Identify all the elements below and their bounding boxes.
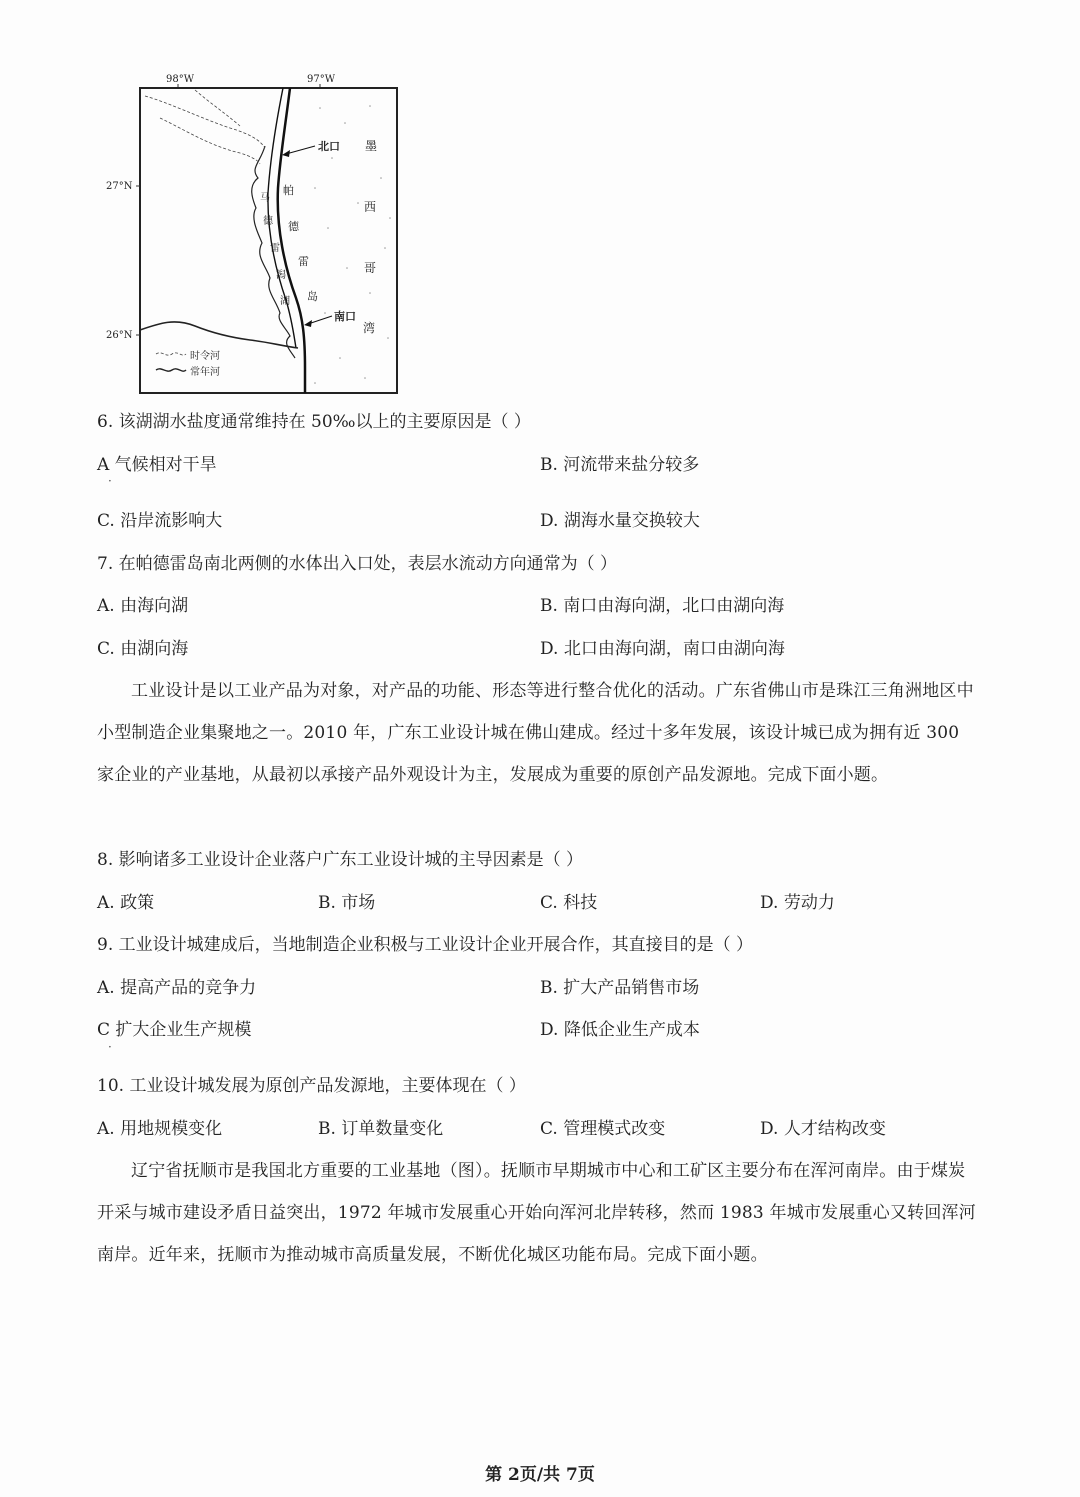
lagoon-label-4: 湖: [280, 296, 290, 307]
legend-seasonal-label: 时令河: [190, 351, 220, 362]
island-label-0: 帕: [283, 184, 294, 197]
gulf-label-0: 墨: [365, 139, 378, 153]
question-10-option-c[interactable]: C. 管理模式改变: [540, 1119, 666, 1139]
island-label-2: 雷: [298, 255, 309, 268]
lon-label-97: 97°W: [307, 74, 336, 85]
question-6-option-b[interactable]: B. 河流带来盐分较多: [540, 455, 700, 475]
question-6-option-d[interactable]: D. 湖海水量交换较大: [540, 511, 700, 531]
passage-fushun: 辽宁省抚顺市是我国北方重要的工业基地（图）。抚顺市早期城市中心和工矿区主要分布在浑河南岸。由于煤炭开采与城市建设矛盾日益突出，1972 年城市发展重心开始向浑河北岸转移，然而 1983 年城市发展重心又转回浑河南岸。近年来，抚顺市为推动城市高质量发展，不断优化城区功能布局。完成下面小题。: [97, 1161, 976, 1265]
island-label-3: 岛: [307, 290, 318, 303]
map-frame: [140, 88, 397, 393]
question-8-option-b[interactable]: B. 市场: [318, 893, 376, 913]
passage-industrial-design: 工业设计是以工业产品为对象，对产品的功能、形态等进行整合优化的活动。广东省佛山市是珠江三角洲地区中小型制造企业集聚地之一。2010 年，广东工业设计城在佛山建成。经过十多年发展，该设计城已成为拥有近 300 家企业的产业基地，从最初以承接产品外观设计为主，发展成为重要的原创产品发源地。完成下面小题。: [97, 681, 974, 785]
lat-label-26: 26°N: [106, 330, 133, 341]
lon-label-98: 98°W: [166, 74, 195, 85]
question-10-option-a[interactable]: A. 用地规模变化: [97, 1119, 223, 1139]
question-9-option-a[interactable]: A. 提高产品的竞争力: [97, 978, 257, 998]
legend-seasonal-symbol: [156, 353, 186, 355]
lagoon-label-0: 马: [260, 193, 270, 204]
map-svg: [100, 68, 405, 398]
question-7-option-d[interactable]: D. 北口由海向湖，南口由湖向海: [540, 639, 785, 659]
question-7-option-c[interactable]: C. 由湖向海: [97, 639, 189, 659]
lagoon-map: [100, 68, 405, 398]
seasonal-river-2: [160, 118, 260, 164]
question-6-option-c[interactable]: C. 沿岸流影响大: [97, 511, 223, 531]
seasonal-river-3: [195, 90, 240, 126]
question-10-option-d[interactable]: D. 人才结构改变: [760, 1119, 886, 1139]
question-9-option-c[interactable]: C 扩大企业生产规模: [97, 1020, 252, 1040]
stray-dot: ·: [108, 1040, 112, 1054]
question-8-option-a[interactable]: A. 政策: [97, 893, 155, 913]
question-8-stem: 8. 影响诸多工业设计企业落户广东工业设计城的主导因素是（ ）: [97, 850, 584, 870]
gulf-label-3: 湾: [363, 321, 376, 335]
question-7-option-a[interactable]: A. 由海向湖: [97, 596, 189, 616]
lagoon-label-1: 德: [263, 216, 273, 227]
perennial-river: [140, 322, 298, 348]
south-inlet-label: 南口: [334, 310, 356, 323]
north-inlet-pointer: [286, 146, 315, 154]
question-6-option-a[interactable]: A 气候相对干旱: [97, 455, 217, 475]
question-8-option-d[interactable]: D. 劳动力: [760, 893, 835, 913]
north-inlet-label: 北口: [318, 140, 340, 153]
page-number-footer: 第 2页/共 7页: [485, 1465, 595, 1485]
question-9-option-d[interactable]: D. 降低企业生产成本: [540, 1020, 700, 1040]
gulf-label-1: 西: [364, 200, 377, 214]
lagoon-label-3: 潟: [276, 270, 286, 281]
question-9-option-b[interactable]: B. 扩大产品销售市场: [540, 978, 700, 998]
lagoon-label-2: 雷: [270, 243, 280, 254]
question-7-stem: 7. 在帕德雷岛南北两侧的水体出入口处，表层水流动方向通常为（ ）: [97, 554, 618, 574]
question-8-option-c[interactable]: C. 科技: [540, 893, 598, 913]
question-10-stem: 10. 工业设计城发展为原创产品发源地，主要体现在（ ）: [97, 1076, 526, 1096]
south-inlet-pointer: [308, 316, 332, 324]
legend-perennial-label: 常年河: [190, 367, 220, 378]
gulf-label-2: 哥: [364, 261, 377, 275]
question-7-option-b[interactable]: B. 南口由海向湖，北口由湖向海: [540, 596, 785, 616]
question-10-option-b[interactable]: B. 订单数量变化: [318, 1119, 444, 1139]
stray-dot: ·: [108, 474, 112, 488]
island-label-1: 德: [288, 220, 299, 233]
lat-label-27: 27°N: [106, 181, 133, 192]
question-6-stem: 6. 该湖湖水盐度通常维持在 50‰以上的主要原因是（ ）: [97, 412, 531, 432]
question-9-stem: 9. 工业设计城建成后，当地制造企业积极与工业设计企业开展合作，其直接目的是（ ）: [97, 935, 754, 955]
map-legend: [156, 349, 220, 378]
legend-perennial-symbol: [156, 369, 186, 371]
